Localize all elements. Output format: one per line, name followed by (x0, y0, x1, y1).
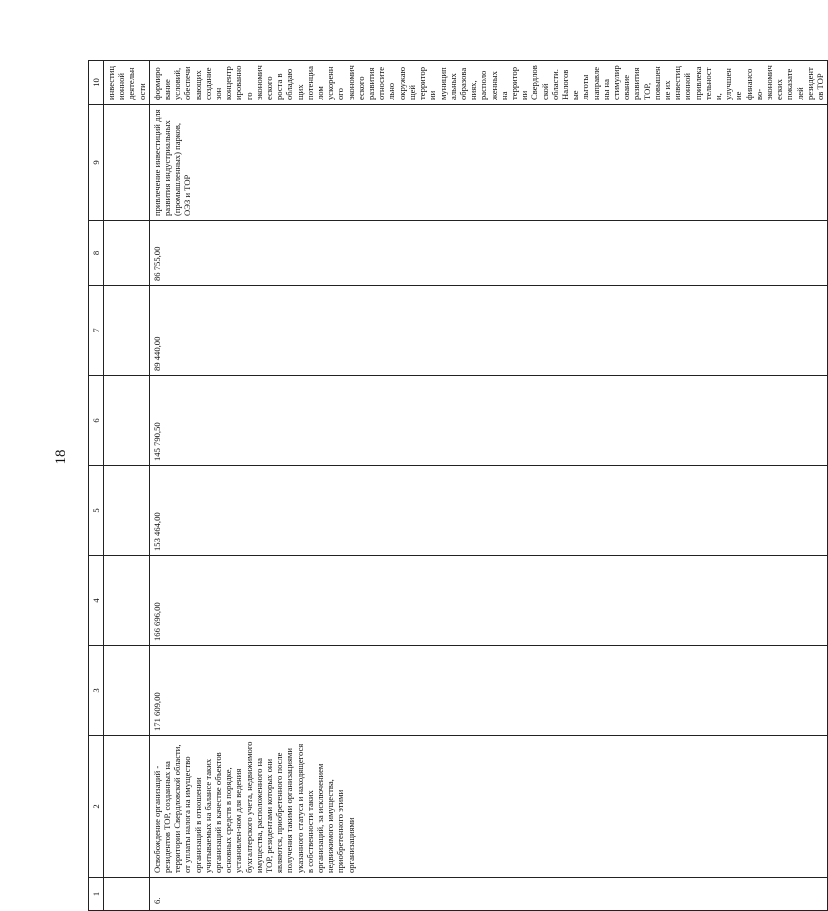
header-col-6: 6 (89, 376, 104, 466)
row-number: 6. (149, 878, 827, 911)
header-col-8: 8 (89, 221, 104, 286)
value-col-6: 145 790,50 (149, 376, 827, 466)
header-col-5: 5 (89, 466, 104, 556)
table-row (149, 61, 827, 911)
value-col-8: 86 755,00 (149, 221, 827, 286)
header-col-7: 7 (89, 286, 104, 376)
continuation-text: инвестиционной деятельности (104, 61, 150, 105)
benefit-description: Освобождение организаций - резидентов ТОР, созданных на территории Свердловской области, от уплаты налога на имущество организаций в отношении учитываемых на балансе таких организаций в качестве объектов основных средств в порядке, установлен-ном для ведения бухгалтерского учета, недвижимого имущества, расположенного на ТОР, резидентами которых они являются, приобретенного после получения такими организациями указанного статуса и находящегося в собственности таких организаций, за исключением недвижимого имущества, приобретенного этими организациями (149, 736, 827, 878)
value-col-7: 89 440,00 (149, 286, 827, 376)
rotated-table-container (88, 61, 826, 911)
continuation-row (104, 61, 150, 911)
tax-benefit-table (88, 60, 828, 911)
header-col-9: 9 (89, 105, 104, 221)
header-col-4: 4 (89, 556, 104, 646)
header-col-1: 1 (89, 878, 104, 911)
benefit-result: формирование условий, обеспечивающих создание зон концентрированного экономического роста в обладающих потенциалом ускоренного экономического развития относительно окружающей территории муниципальных образованиях, расположенных на территории Свердловской области. Налоговые льготы направлены на стимулирование развития ТОР, повышение их инвестиционной привлекательности, улучшение финансово-экономических показателей резидентов ТОР (149, 61, 827, 105)
page-number: 18 (52, 449, 69, 465)
header-row (89, 61, 104, 911)
value-col-3: 171 609,00 (149, 646, 827, 736)
value-col-5: 153 464,00 (149, 466, 827, 556)
benefit-goal: привлечение инвестиций для развития индустриальных (промышленных) парков, ОЭЗ и ТОР (149, 105, 827, 221)
header-col-3: 3 (89, 646, 104, 736)
value-col-4: 166 696,00 (149, 556, 827, 646)
header-col-10: 10 (89, 61, 104, 105)
header-col-2: 2 (89, 736, 104, 878)
